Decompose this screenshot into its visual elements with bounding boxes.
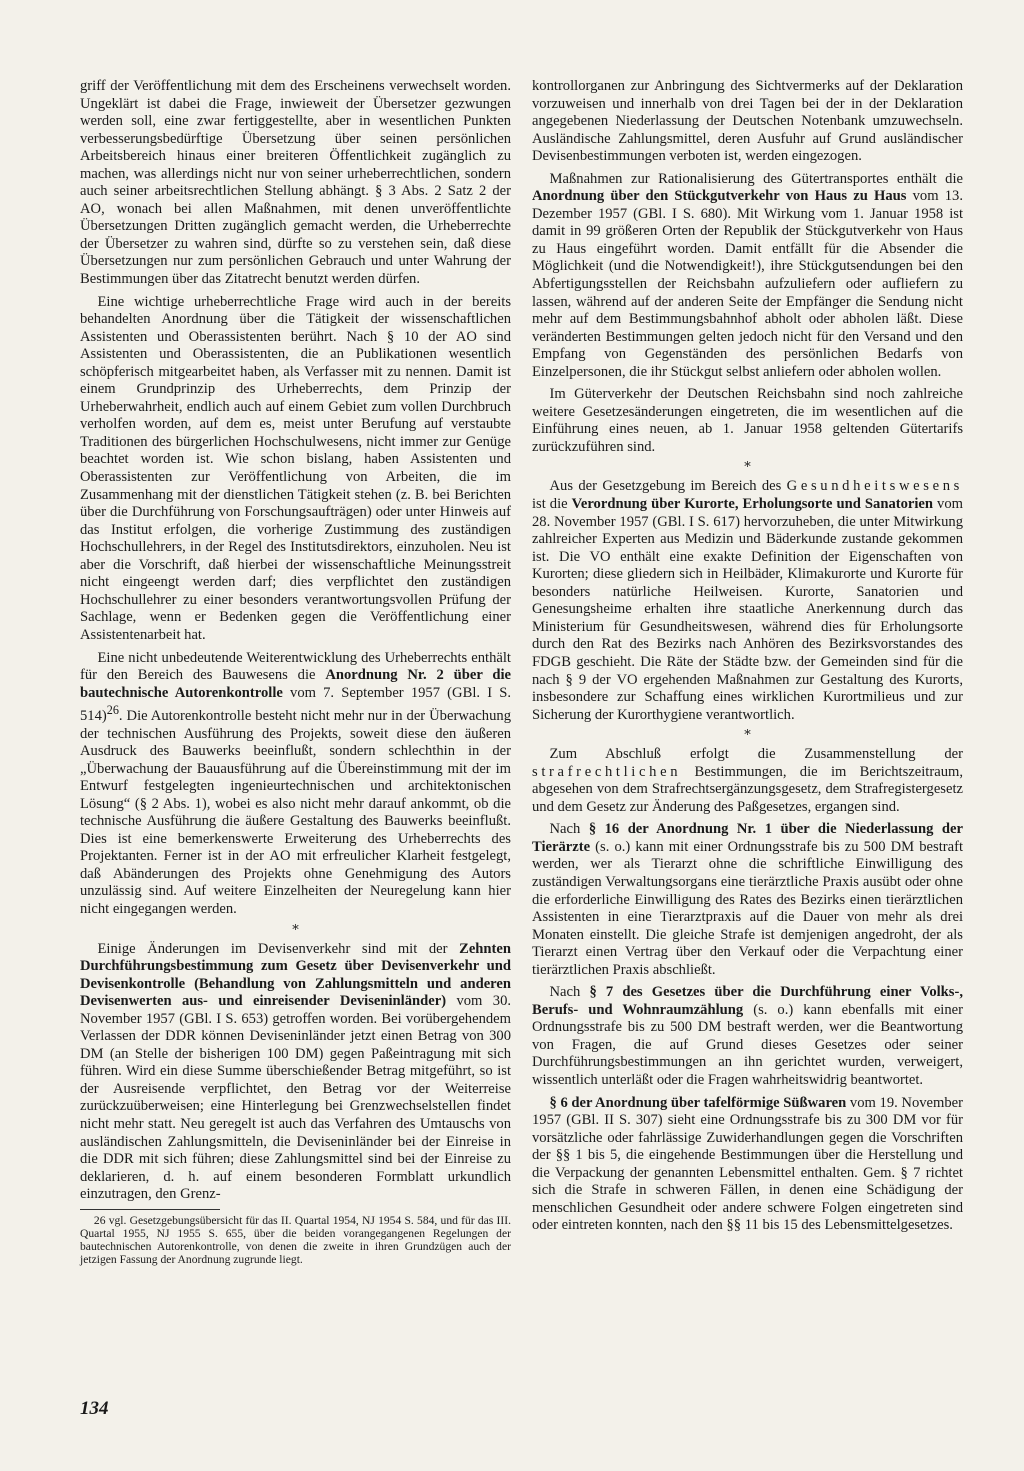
paragraph: Zum Abschluß erfolgt die Zusammenstellung der strafrechtlichen Bestimmungen, die im Berichtszeitraum, abgesehen von dem Strafrechtsergänzungsgesetz, dem Strafregistergesetz und dem Gesetz zur Änderung des Paßgesetzes, ergangen sind.: [532, 746, 963, 815]
footnote: 26 vgl. Gesetzgebungsübersicht für das II. Quartal 1954, NJ 1954 S. 584, und für das III. Quartal 1955, NJ 1955 S. 655, über die beiden vorangegangenen Regelungen der bautechnischen Autorenkontrolle, von denen die zweite in ihren Grundzügen auch der jetzigen Fassung der Anordnung zugrunde liegt.: [80, 1213, 511, 1267]
section-separator: *: [292, 922, 299, 938]
footnote-rule: [80, 1209, 220, 1210]
paragraph: Maßnahmen zur Rationalisierung des Gütertransportes enthält die Anordnung über den Stückgutverkehr von Haus zu Haus vom 13. Dezember 1957 (GBl. I S. 680). Mit Wirkung vom 1. Januar 1958 ist damit in 99 größeren Orten der Republik der Stückgutverkehr von Haus zu Haus eingeführt worden. Damit entfällt für die Absender die Möglichkeit (und die Notwendigkeit!), ihre Stückgutsendungen bei den Abfertigungsstellen der Reichsbahn aufzuliefern oder aufliefern zu lassen, während auf der anderen Seite der Empfänger die Sendung nicht mehr auf dem Bestimmungsbahnhof abholt oder abholen läßt. Diese veränderten Bestimmungen gelten jedoch nicht für den Versand und den Empfang von Gegenständen des persönlichen Bedarfs von Einzelpersonen, die ihr Stückgut selbst anliefern oder abholen wollen.: [532, 170, 963, 380]
section-separator: *: [744, 460, 751, 476]
paragraph: Nach § 7 des Gesetzes über die Durchführung einer Volks-, Berufs- und Wohnraumzählung (s. o.) kann ebenfalls mit einer Ordnungsstrafe bis zu 500 DM bestraft werden, wer die Beantwortung von Fragen, die auf Grund dieses Gesetzes oder seiner Durchführungsbestimmungen an ihn gerichtet wurden, verweigert, wissentlich unterläßt oder die Fragen wahrheitswidrig beantwortet.: [532, 984, 963, 1088]
paragraph: griff der Veröffentlichung mit dem des Erscheinens verwechselt worden. Ungeklärt ist dabei die Frage, inwieweit der Übersetzer gezwungen werden soll, eine zwar fertiggestellte, aber in wesentlichen Punkten verbesserungsbedürftige Übersetzung über seinen persönlichen Arbeitsbereich hinaus einer breiteren Öffentlichkeit zugänglich zu machen, was allerdings nicht nur von seiner urheberrechtlichen, sondern auch seiner arbeitsrechtlichen Stellung abhängt. § 3 Abs. 2 Satz 2 der AO, wonach bei allen Maßnahmen, mit denen unveröffentlichte Übersetzungen Dritten zugänglich gemacht werden, die Urheberrechte der Übersetzer zu wahren sind, dürfte so zu verstehen sein, daß diese Übersetzungen nur zum persönlichen Gebrauch und unter Wahrung der Bestimmungen über das Zitatrecht benutzt werden dürfen.: [80, 78, 511, 288]
page-number: 134: [80, 1398, 109, 1419]
paragraph: Nach § 16 der Anordnung Nr. 1 über die Niederlassung der Tierärzte (s. o.) kann mit einer Ordnungsstrafe bis zu 500 DM bestraft werden, wer als Tierarzt ohne die schriftliche Einwilligung des zuständigen Verwaltungsorgans eine tierärztliche Praxis ausübt oder ohne die erforderliche Einwilligung des Rates des Bezirks einen tierärztlichen Assistenten in eine Tierarztpraxis auf die Dauer von mehr als drei Monaten einstellt. Die gleiche Strafe ist demjenigen angedroht, der als Tierarzt einen Vertrag über den Verkauf oder die Verpachtung einer tierärztlichen Praxis abschließt.: [532, 821, 963, 978]
paragraph: § 6 der Anordnung über tafelförmige Süßwaren vom 19. November 1957 (GBl. II S. 307) sieht eine Ordnungsstrafe bis zu 300 DM vor für vorsätzliche oder fahrlässige Zuwiderhandlungen gegen die Vorschriften der §§ 1 bis 5, die eingehende Bestimmungen über die Herstellung und die Verpackung der genannten Lebensmittel enthalten. Gem. § 7 richtet sich die Strafe in schweren Fällen, in denen eine Schädigung der menschlichen Gesundheit oder andere schwere Folgen eingetreten sind oder eintreten konnten, nach den §§ 11 bis 15 des Lebensmittelgesetzes.: [532, 1094, 964, 1234]
paragraph: Eine wichtige urheberrechtliche Frage wird auch in der bereits behandelten Anordnung über die Tätigkeit der wissenschaftlichen Assistenten und Oberassistenten berührt. Nach § 10 der AO sind Assistenten und Oberassistenten, die an Publikationen wesentlich schöpferisch mitgearbeitet haben, als Verfasser mit zu nennen. Damit ist einem Grundprinzip des Urheberrechts, dem Prinzip der Urheberwahrheit, endlich auch auf einem Gebiet zum vollen Durchbruch verholfen worden, auf dem es, meist unter Berufung auf verstaubte Traditionen des bürgerlichen Hochschulwesens, nicht immer zur Genüge beachtet worden ist. Wie schon bislang, haben Assistenten und Oberassistenten zur Veröffentlichung von Arbeiten, die im Zusammenhang mit der dienstlichen Tätigkeit stehen (z. B. bei Berichten über die Durchführung von Forschungsaufträgen) oder unter Hinweis auf das Institut erfolgen, die vorherige Zustimmung des zuständigen Hochschullehrers, in der Regel des Institutsdirektors, einzuholen. Neu ist aber die Vorschrift, daß hierbei der wissenschaftliche Meinungsstreit nicht eingeengt werden darf; dies verpflichtet den zuständigen Hochschullehrer zu einer besonders verantwortungsvollen Prüfung der Sachlage, wenn er Bedenken gegen die Veröffentlichung einer Assistentenarbeit hat.: [80, 293, 511, 643]
paragraph: Im Güterverkehr der Deutschen Reichsbahn sind noch zahlreiche weitere Gesetzesänderungen eingetreten, die im wesentlichen auf die Einführung eines neuen, ab 1. Januar 1958 geltenden Gütertarifs zurückzuführen sind.: [532, 386, 963, 455]
paragraph: Einige Änderungen im Devisenverkehr sind mit der Zehnten Durchführungsbestimmung zum Gesetz über Devisenverkehr und Devisenkontrolle (Behandlung von Zahlungsmitteln und anderen Devisenwerten aus- und einreisender Deviseninländer) vom 30. November 1957 (GBl. I S. 653) getroffen worden. Bei vorübergehendem Verlassen der DDR können Deviseninländer jetzt einen Betrag von 300 DM (an Stelle der bisherigen 100 DM) gegen Paßeintragung mit sich führen. Wird ein diese Summe überschießender Betrag mitgeführt, so ist der Ausreisende verpflichtet, den Betrag vor der Weiterreise zurückzuüberweisen; eine Hinterlegung bei Grenzwechselstellen findet nicht mehr statt. Neu geregelt ist auch das Verfahren des Umtauschs von ausländischen Zahlungsmitteln, die Deviseninländer bei der Einreise in die DDR mit sich führen; diese Zahlungsmittel sind bei der Einreise zu deklarieren, d. h. auf einem besonderen Formblatt urkundlich einzutragen, den Grenz-: [80, 940, 512, 1203]
paragraph: kontrollorganen zur Anbringung des Sichtvermerks auf der Deklaration vorzuweisen und innerhalb von drei Tagen bei der in der Deklaration angegebenen Niederlassung der Deutschen Notenbank umzuwechseln. Ausländische Zahlungsmittel, deren Ausfuhr auf Grund ausländischer Devisenbestimmungen verboten ist, werden eingezogen.: [532, 78, 963, 165]
left-column: [80, 78, 511, 1267]
paragraph: Aus der Gesetzgebung im Bereich des Gesundheitswesens ist die Verordnung über Kurorte, Erholungsorte und Sanatorien vom 28. November 1957 (GBl. I S. 617) hervorzuheben, die unter Mitwirkung zahlreicher Experten aus Medizin und Bäderkunde zustande gekommen ist. Die VO enthält eine exakte Definition der Eigenschaften von Kurorten; diese gliedern sich in Heilbäder, Klimakurorte und Kurorte für besonders natürliche Heilweisen. Kurorte, Sanatorien und Genesungsheime erhalten ihre staatliche Anerkennung durch das Ministerium für Gesundheitswesen, während dies für Erholungsorte durch den Rat des Bezirks nach Anhören des Bezirksvorstandes des FDGB geschieht. Die Räte der Städte bzw. der Gemeinden sind für die nach § 9 der VO ergehenden Maßnahmen zur Gestaltung des Kurorts, insbesondere zur Schaffung eines wirklichen Kurortmilieus und zur Sicherung der Kurorthygiene verantwortlich.: [532, 478, 963, 723]
section-separator: *: [744, 728, 751, 744]
paragraph: Eine nicht unbedeutende Weiterentwicklung des Urheberrechts enthält für den Bereich des Bauwesens die Anordnung Nr. 2 über die bautechnische Autorenkontrolle vom 7. September 1957 (GBl. I S. 514)$^{26}$. Die Autorenkontrolle besteht nicht mehr nur in der Überwachung der technischen Ausführung des Projekts, soweit diese den äußeren Ausdruck des Bauwerks beeinflußt, sondern schlechthin in der „Überwachung der Bauausführung auf die Übereinstimmung mit der im Entwurf festgelegten ingenieurtechnischen und architektonischen Lösung“ (§ 2 Abs. 1), wobei es also nicht mehr darauf ankommt, ob die technische Ausführung die äußere Gestaltung des Bauwerks beeinflußt. Dies ist eine bemerkenswerte Erweiterung des Urheberrechts des Projektanten. Ferner ist in der AO mit erfreulicher Klarheit festgelegt, daß Abänderungen des Projekts ohne Genehmigung des Autors unzulässig sind. Auf weitere Einzelheiten der Neuregelung kann hier nicht eingegangen werden.: [80, 649, 511, 918]
right-column: [532, 78, 963, 1240]
